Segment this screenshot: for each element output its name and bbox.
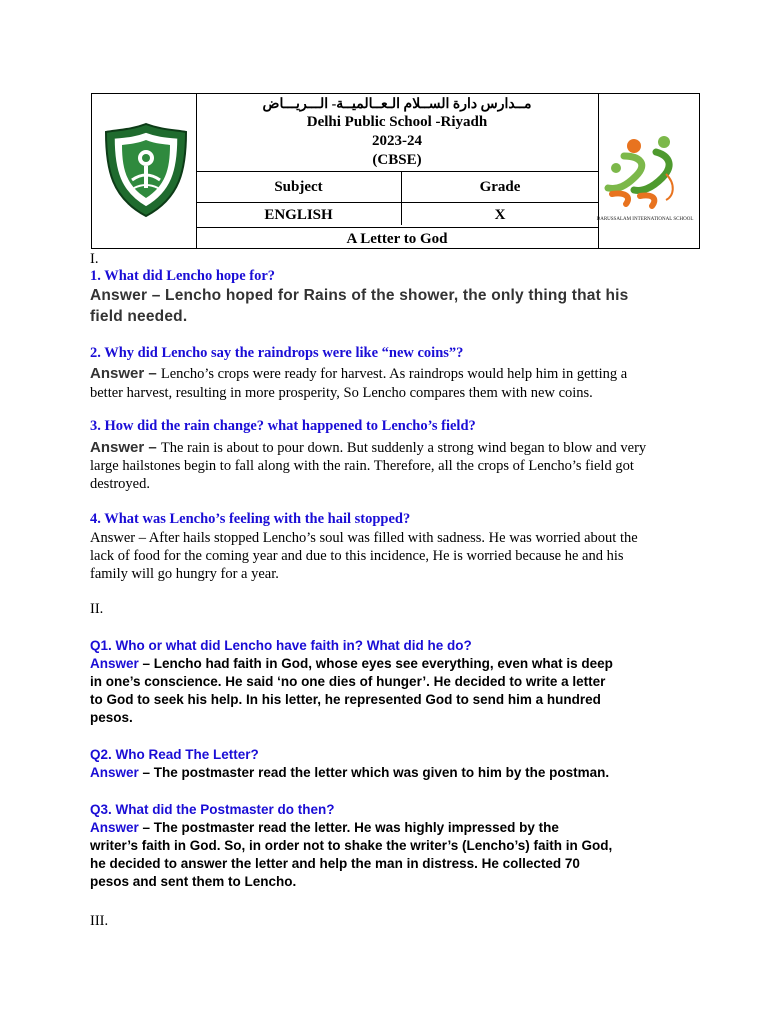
answer-label: Answer xyxy=(90,656,139,671)
answer-4-line: family will go hungry for a year. xyxy=(90,566,279,582)
answer-label: Answer xyxy=(90,765,139,780)
grade-value: X xyxy=(494,207,506,223)
answer-4-line: Answer – After hails stopped Lencho’s soul was filled with sadness. He was worried about the xyxy=(90,530,638,546)
answer-4-line: lack of food for the coming year and due to this incidence, He is worried because he and his xyxy=(90,548,624,564)
answer-1-line: field needed. xyxy=(90,308,188,325)
section-heading: III. xyxy=(90,913,109,929)
answer-q1-line: in one’s conscience. He said ‘no one dies of hunger’. He decided to write a letter xyxy=(90,674,606,689)
arabic-title: مــدارس دارة الســلام الـعــالميــة- الـــريـــاض xyxy=(262,97,532,112)
answer-q2-line: Answer – The postmaster read the letter which was given to him by the postman. xyxy=(90,765,610,780)
answer-q3-line: pesos and sent them to Lencho. xyxy=(90,874,297,889)
answer-label: Answer – xyxy=(90,365,161,382)
answer-q3-line: Answer – The postmaster read the letter. He was highly impressed by the xyxy=(90,820,559,835)
question-3: 3. How did the rain change? what happened to Lencho’s field? xyxy=(90,418,476,434)
darussalam-logo xyxy=(596,134,694,224)
answer-2-line: Answer – Lencho’s crops were ready for harvest. As raindrops would help him in getting a xyxy=(90,365,628,382)
logo-caption: DARUSSALAM INTERNATIONAL SCHOOL xyxy=(596,217,694,222)
question-4: 4. What was Lencho’s feeling with the hail stopped? xyxy=(90,511,411,527)
answer-q3-line: writer’s faith in God. So, in order not to shake the writer’s (Lencho’s) faith in God, xyxy=(90,838,613,853)
dps-logo xyxy=(100,120,192,220)
answer-2-line: better harvest, resulting in more prosperity, So Lencho compares them with new coins. xyxy=(90,385,593,401)
answer-q1-line: to God to seek his help. In his letter, he represented God to send him a hundred xyxy=(90,692,601,707)
question-q2: Q2. Who Read The Letter? xyxy=(90,747,259,762)
answer-3-line: large hailstones begin to fall along with the rain. Therefore, all the crops of Lencho’s field got xyxy=(90,458,634,474)
answer-q1-line: Answer – Lencho had faith in God, whose eyes see everything, even what is deep xyxy=(90,656,613,671)
header-table xyxy=(91,93,700,249)
board: (CBSE) xyxy=(372,152,422,168)
section-heading: II. xyxy=(90,601,104,617)
academic-year: 2023-24 xyxy=(372,133,422,149)
subject-label: Subject xyxy=(274,179,323,195)
table-divider xyxy=(196,202,598,203)
table-divider xyxy=(196,227,598,228)
answer-1-line: Answer – Lencho hoped for Rains of the shower, the only thing that his xyxy=(90,287,629,304)
question-q1: Q1. Who or what did Lencho have faith in? What did he do? xyxy=(90,638,472,653)
answer-3-line: Answer – The rain is about to pour down. But suddenly a strong wind began to blow and very xyxy=(90,439,647,456)
section-heading: I. xyxy=(90,251,99,267)
answer-q3-line: he decided to answer the letter and help the man in distress. He collected 70 xyxy=(90,856,580,871)
grade-label: Grade xyxy=(479,179,521,195)
answer-label: Answer – xyxy=(90,439,161,456)
answer-label: Answer xyxy=(90,820,139,835)
table-divider xyxy=(196,171,598,172)
answer-3-line: destroyed. xyxy=(90,476,150,492)
chapter-title: A Letter to God xyxy=(346,231,448,247)
answer-q1-line: pesos. xyxy=(90,710,133,725)
question-1: 1. What did Lencho hope for? xyxy=(90,268,276,284)
question-q3: Q3. What did the Postmaster do then? xyxy=(90,802,335,817)
school-name: Delhi Public School -Riyadh xyxy=(306,114,488,130)
question-2: 2. Why did Lencho say the raindrops were like “new coins”? xyxy=(90,345,464,361)
subject-value: ENGLISH xyxy=(264,207,333,223)
